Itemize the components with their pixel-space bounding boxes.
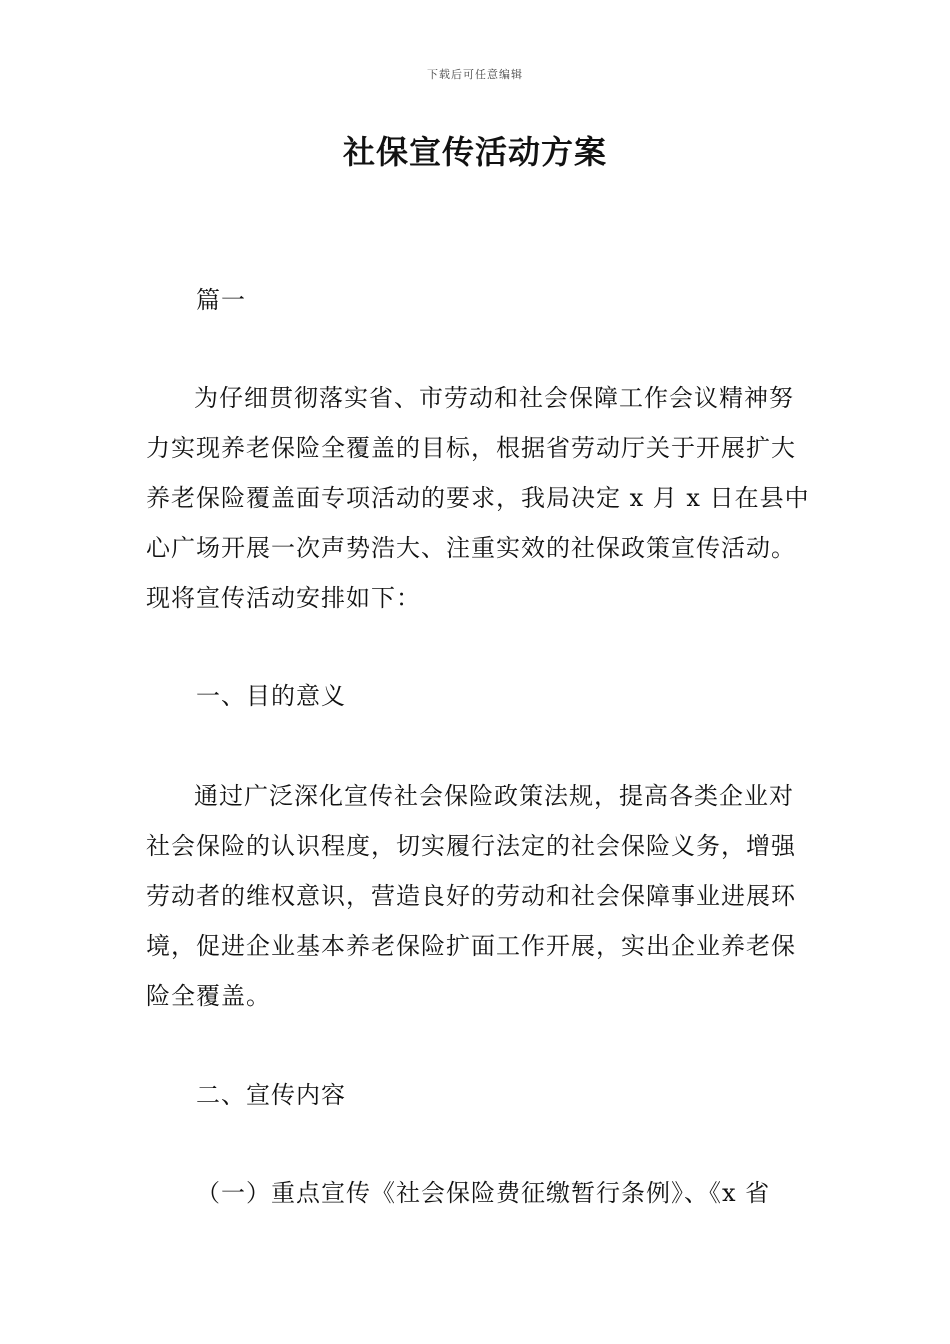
header-note: 下载后可任意编辑 <box>427 68 523 81</box>
heading-purpose: 一、目的意义 <box>196 682 346 710</box>
content-paragraph: （一）重点宣传《社会保险费征缴暂行条例》、《x 省 <box>196 1179 771 1207</box>
document-title: 社保宣传活动方案 <box>342 133 607 171</box>
section-label: 篇一 <box>196 286 246 314</box>
purpose-paragraph: 通过广泛深化宣传社会保险政策法规，提高各类企业对社会保险的认识程度，切实履行法定的社会保险义务，增强劳动者的维权意识，营造良好的劳动和社会保障事业进展环境，促进企业基本养老保险扩面工作开展，实出企业养老保险全覆盖。 <box>146 782 796 1010</box>
intro-paragraph: 为仔细贯彻落实省、市劳动和社会保障工作会议精神努力实现养老保险全覆盖的目标，根据省劳动厅关于开展扩大养老保险覆盖面专项活动的要求，我局决定 x 月 x 日在县中心广场开展一次声势浩大、注重实效的社保政策宣传活动。现将宣传活动安排如下： <box>146 384 810 612</box>
heading-content: 二、宣传内容 <box>196 1081 346 1109</box>
